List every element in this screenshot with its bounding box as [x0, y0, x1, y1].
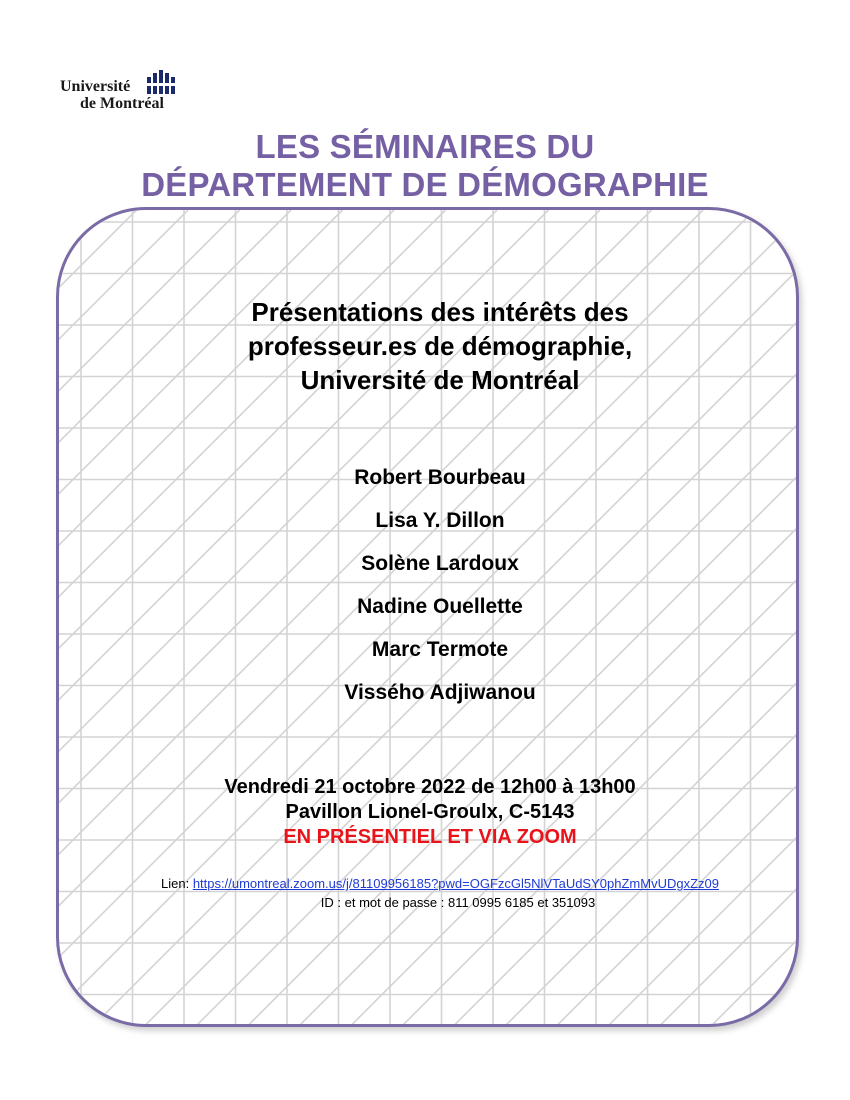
- subtitle-line-2: professeur.es de démographie,: [247, 331, 633, 361]
- event-date: Vendredi 21 octobre 2022 de 12h00 à 13h00: [224, 776, 636, 798]
- presenter-name: Robert Bourbeau: [354, 466, 526, 489]
- presenter-name: Lisa Y. Dillon: [375, 509, 505, 532]
- logo-line-2: de Montréal: [80, 95, 164, 112]
- title-line-1: LES SÉMINAIRES DU: [255, 128, 595, 165]
- zoom-credentials: ID : et mot de passe : 811 0995 6185 et 351093: [320, 895, 596, 910]
- event-mode: EN PRÉSENTIEL ET VIA ZOOM: [283, 826, 577, 848]
- event-details: [0, 775, 850, 850]
- presenter-name: Solène Lardoux: [361, 552, 519, 575]
- event-location: Pavillon Lionel-Groulx, C-5143: [285, 801, 575, 823]
- logo-line-1: Université: [60, 78, 131, 95]
- presenter-list: [0, 456, 850, 714]
- subtitle-line-3: Université de Montréal: [300, 365, 580, 395]
- subtitle-line-1: Présentations des intérêts des: [251, 297, 629, 327]
- presentation-heading: [0, 295, 850, 397]
- zoom-link-line: [0, 875, 850, 893]
- title-line-2: DÉPARTEMENT DE DÉMOGRAPHIE: [141, 166, 709, 203]
- zoom-link[interactable]: https://umontreal.zoom.us/j/81109956185?pwd=OGFzcGl5NlVTaUdSY0phZmMvUDgxZz09: [192, 876, 719, 891]
- zoom-link-label: Lien:: [161, 876, 190, 891]
- presenter-name: Marc Termote: [371, 638, 509, 661]
- presenter-name: Nadine Ouellette: [357, 595, 523, 618]
- presenter-name: Vissého Adjiwanou: [344, 681, 536, 704]
